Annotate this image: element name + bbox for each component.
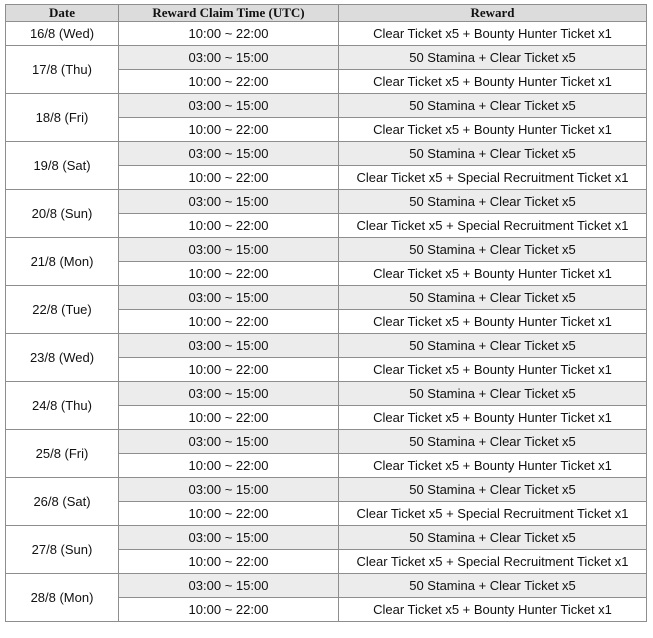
- table-row: [6, 238, 647, 262]
- header-row: [6, 5, 647, 22]
- claim-time-cell: 10:00 ~ 22:00: [119, 454, 339, 478]
- reward-cell: 50 Stamina + Clear Ticket x5: [339, 94, 647, 118]
- claim-time-cell: 03:00 ~ 15:00: [119, 238, 339, 262]
- claim-time-cell: 03:00 ~ 15:00: [119, 142, 339, 166]
- date-cell: 16/8 (Wed): [6, 22, 119, 46]
- date-cell: 19/8 (Sat): [6, 142, 119, 190]
- reward-cell: 50 Stamina + Clear Ticket x5: [339, 334, 647, 358]
- table-row: [6, 478, 647, 502]
- claim-time-cell: 10:00 ~ 22:00: [119, 406, 339, 430]
- table-row: [6, 142, 647, 166]
- header-reward: Reward: [339, 5, 647, 22]
- date-cell: 20/8 (Sun): [6, 190, 119, 238]
- date-cell: 27/8 (Sun): [6, 526, 119, 574]
- reward-cell: Clear Ticket x5 + Special Recruitment Ticket x1: [339, 214, 647, 238]
- claim-time-cell: 03:00 ~ 15:00: [119, 94, 339, 118]
- reward-cell: 50 Stamina + Clear Ticket x5: [339, 382, 647, 406]
- claim-time-cell: 10:00 ~ 22:00: [119, 310, 339, 334]
- table-row: [6, 430, 647, 454]
- reward-cell: 50 Stamina + Clear Ticket x5: [339, 190, 647, 214]
- reward-cell: Clear Ticket x5 + Bounty Hunter Ticket x1: [339, 262, 647, 286]
- date-cell: 18/8 (Fri): [6, 94, 119, 142]
- reward-cell: 50 Stamina + Clear Ticket x5: [339, 238, 647, 262]
- date-cell: 23/8 (Wed): [6, 334, 119, 382]
- table-header: [6, 5, 647, 22]
- reward-cell: 50 Stamina + Clear Ticket x5: [339, 46, 647, 70]
- claim-time-cell: 10:00 ~ 22:00: [119, 502, 339, 526]
- claim-time-cell: 10:00 ~ 22:00: [119, 118, 339, 142]
- reward-cell: Clear Ticket x5 + Special Recruitment Ticket x1: [339, 550, 647, 574]
- reward-cell: 50 Stamina + Clear Ticket x5: [339, 526, 647, 550]
- claim-time-cell: 03:00 ~ 15:00: [119, 526, 339, 550]
- claim-time-cell: 10:00 ~ 22:00: [119, 70, 339, 94]
- table-body: [6, 22, 647, 622]
- reward-cell: 50 Stamina + Clear Ticket x5: [339, 574, 647, 598]
- claim-time-cell: 03:00 ~ 15:00: [119, 286, 339, 310]
- claim-time-cell: 03:00 ~ 15:00: [119, 478, 339, 502]
- claim-time-cell: 03:00 ~ 15:00: [119, 190, 339, 214]
- date-cell: 25/8 (Fri): [6, 430, 119, 478]
- claim-time-cell: 10:00 ~ 22:00: [119, 166, 339, 190]
- table-row: [6, 382, 647, 406]
- reward-cell: 50 Stamina + Clear Ticket x5: [339, 142, 647, 166]
- header-date: Date: [6, 5, 119, 22]
- reward-cell: Clear Ticket x5 + Special Recruitment Ticket x1: [339, 502, 647, 526]
- claim-time-cell: 03:00 ~ 15:00: [119, 430, 339, 454]
- table-row: [6, 286, 647, 310]
- date-cell: 24/8 (Thu): [6, 382, 119, 430]
- reward-schedule-table: [5, 4, 647, 622]
- reward-cell: 50 Stamina + Clear Ticket x5: [339, 430, 647, 454]
- date-cell: 22/8 (Tue): [6, 286, 119, 334]
- table-row: [6, 574, 647, 598]
- reward-cell: Clear Ticket x5 + Bounty Hunter Ticket x1: [339, 118, 647, 142]
- table-row: [6, 22, 647, 46]
- table-row: [6, 46, 647, 70]
- table-row: [6, 94, 647, 118]
- reward-cell: Clear Ticket x5 + Bounty Hunter Ticket x1: [339, 358, 647, 382]
- claim-time-cell: 10:00 ~ 22:00: [119, 598, 339, 622]
- reward-cell: 50 Stamina + Clear Ticket x5: [339, 478, 647, 502]
- claim-time-cell: 10:00 ~ 22:00: [119, 22, 339, 46]
- reward-cell: Clear Ticket x5 + Bounty Hunter Ticket x1: [339, 454, 647, 478]
- claim-time-cell: 10:00 ~ 22:00: [119, 358, 339, 382]
- date-cell: 21/8 (Mon): [6, 238, 119, 286]
- reward-cell: Clear Ticket x5 + Bounty Hunter Ticket x1: [339, 406, 647, 430]
- claim-time-cell: 03:00 ~ 15:00: [119, 382, 339, 406]
- reward-cell: Clear Ticket x5 + Bounty Hunter Ticket x1: [339, 22, 647, 46]
- claim-time-cell: 03:00 ~ 15:00: [119, 574, 339, 598]
- reward-cell: Clear Ticket x5 + Special Recruitment Ticket x1: [339, 166, 647, 190]
- table-row: [6, 526, 647, 550]
- header-claim-time: Reward Claim Time (UTC): [119, 5, 339, 22]
- date-cell: 17/8 (Thu): [6, 46, 119, 94]
- reward-cell: Clear Ticket x5 + Bounty Hunter Ticket x1: [339, 70, 647, 94]
- claim-time-cell: 10:00 ~ 22:00: [119, 550, 339, 574]
- claim-time-cell: 10:00 ~ 22:00: [119, 262, 339, 286]
- reward-cell: Clear Ticket x5 + Bounty Hunter Ticket x1: [339, 598, 647, 622]
- claim-time-cell: 10:00 ~ 22:00: [119, 214, 339, 238]
- date-cell: 26/8 (Sat): [6, 478, 119, 526]
- table-row: [6, 190, 647, 214]
- reward-cell: 50 Stamina + Clear Ticket x5: [339, 286, 647, 310]
- claim-time-cell: 03:00 ~ 15:00: [119, 334, 339, 358]
- reward-cell: Clear Ticket x5 + Bounty Hunter Ticket x1: [339, 310, 647, 334]
- date-cell: 28/8 (Mon): [6, 574, 119, 622]
- claim-time-cell: 03:00 ~ 15:00: [119, 46, 339, 70]
- table-row: [6, 334, 647, 358]
